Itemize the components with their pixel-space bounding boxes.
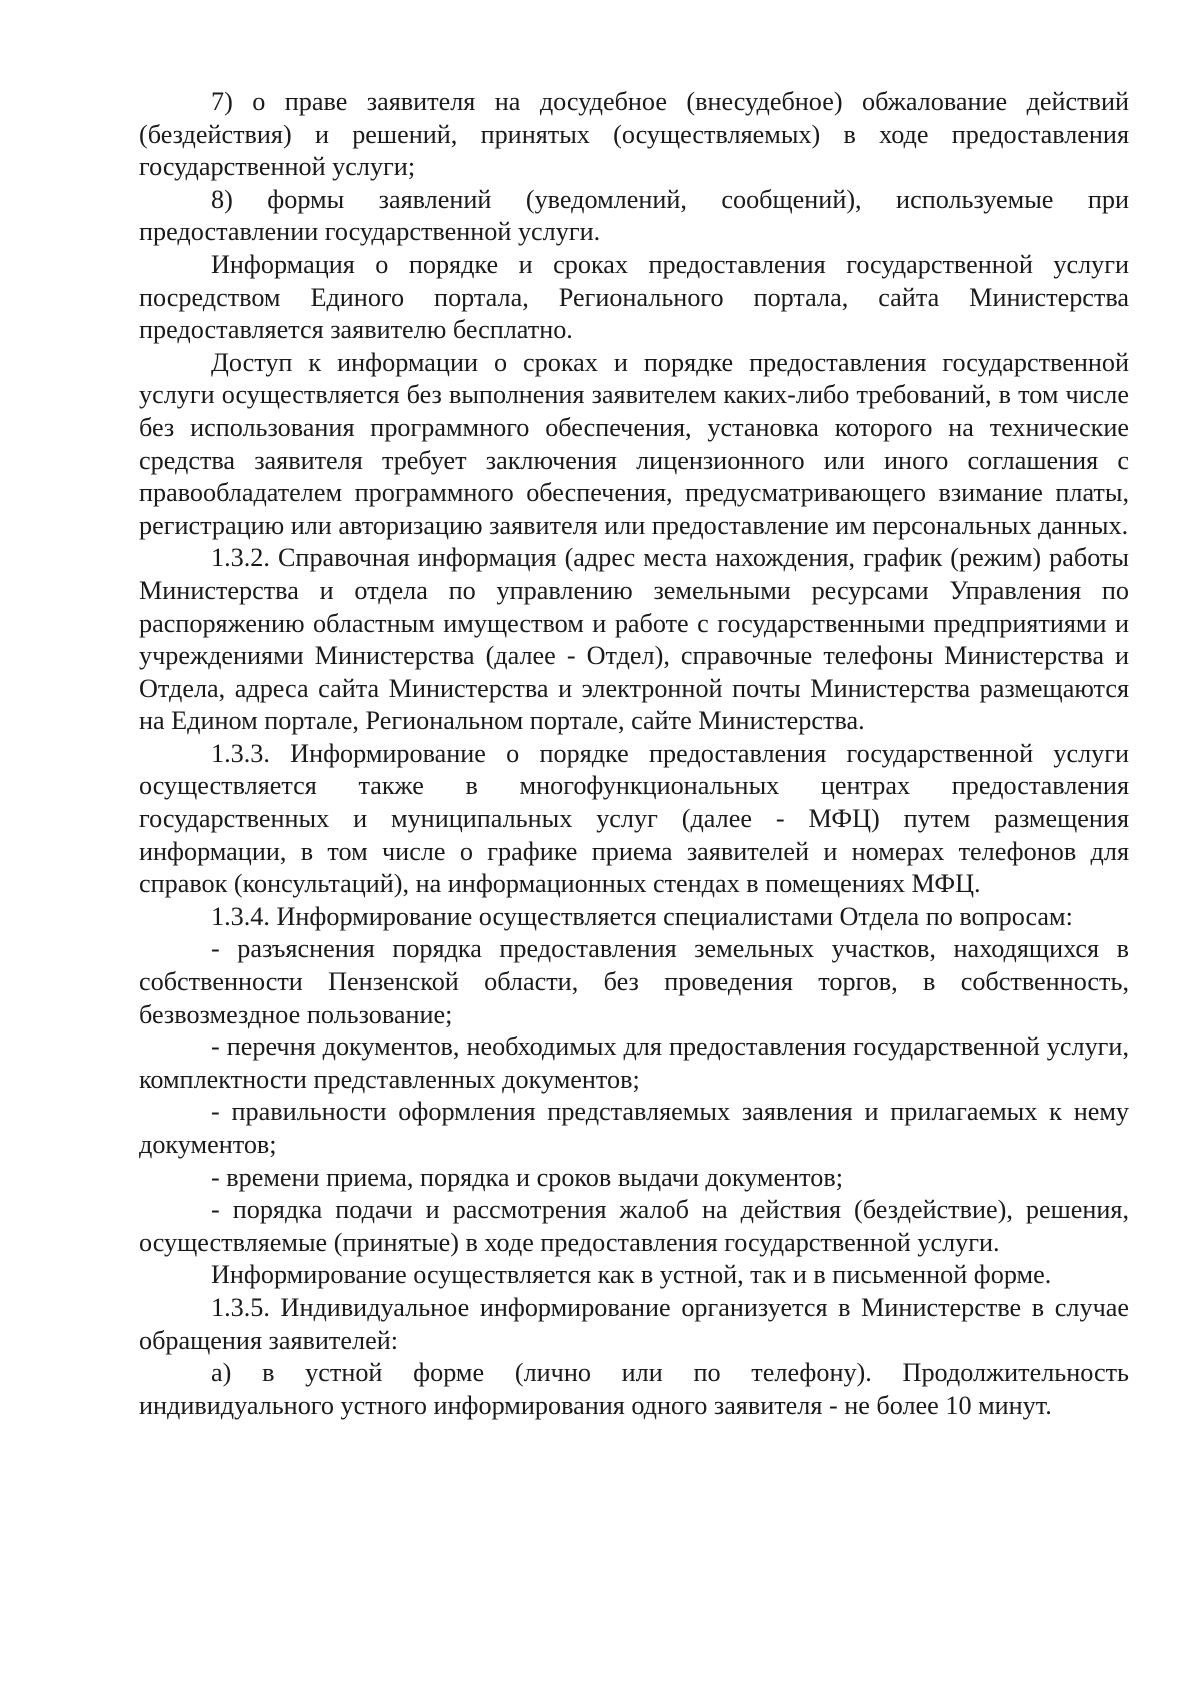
paragraph-1-3-3: 1.3.3. Информирование о порядке предоставления государственной услуги осуществляется также в многофункциональных центрах предоставления государственных и муниципальных услуг (далее - МФЦ) путем размещения информации, в том числе о графике приема заявителей и номерах телефонов для справок (консультаций), на информационных стендах в помещениях МФЦ.: [139, 738, 1129, 899]
list-item-reception-time: - времени приема, порядка и сроков выдачи документов;: [211, 1162, 843, 1192]
paragraph-1-3-5: 1.3.5. Индивидуальное информирование организуется в Министерстве в случае обращения заявителей:: [139, 1292, 1129, 1355]
list-item-correctness: - правильности оформления представляемых заявления и прилагаемых к нему документов;: [139, 1097, 1129, 1159]
paragraph-item-7: 7) о праве заявителя на досудебное (внесудебное) обжалование действий (бездействия) и решений, принятых (осуществляемых) в ходе предоставления государственной услуги;: [139, 87, 1129, 182]
document-body: [139, 86, 1129, 1422]
paragraph-item-8: 8) формы заявлений (уведомлений, сообщений), используемые при предоставлении государственной услуги.: [139, 184, 1129, 247]
paragraph-info-forms: Информирование осуществляется как в устной, так и в письменной форме.: [211, 1260, 1052, 1290]
list-item-explanation: - разъяснения порядка предоставления земельных участков, находящихся в собственности Пензенской области, без проведения торгов, в собственность, безвозмездное пользование;: [139, 934, 1129, 1029]
paragraph-info-free: Информация о порядке и сроках предоставления государственной услуги посредством Единого портала, Регионального портала, сайта Министерства предоставляется заявителю бесплатно.: [139, 249, 1129, 345]
paragraph-access-info: Доступ к информации о сроках и порядке предоставления государственной услуги осуществляется без выполнения заявителем каких-либо требований, в том числе без использования программного обеспечения, установка которого на технические средства заявителя требует заключения лицензионного или иного соглашения с правообладателем программного обеспечения, предусматривающего взимание платы, регистрацию или авторизацию заявителя или предоставление им персональных данных.: [139, 347, 1129, 540]
paragraph-oral-form: а) в устной форме (лично или по телефону). Продолжительность индивидуального устного информирования одного заявителя - не более 10 минут.: [139, 1358, 1129, 1420]
list-item-complaints: - порядка подачи и рассмотрения жалоб на действия (бездействие), решения, осуществляемые (принятые) в ходе предоставления государственной услуги.: [139, 1195, 1129, 1257]
list-item-documents: - перечня документов, необходимых для предоставления государственной услуги, комплектности представленных документов;: [139, 1032, 1129, 1094]
paragraph-1-3-2: 1.3.2. Справочная информация (адрес места нахождения, график (режим) работы Министерства и отдела по управлению земельными ресурсами Управления по распоряжению областным имуществом и работе с государственными предприятиями и учреждениями Министерства (далее - Отдел), справочные телефоны Министерства и Отдела, адреса сайта Министерства и электронной почты Министерства размещаются на Едином портале, Региональном портале, сайте Министерства.: [139, 543, 1129, 736]
paragraph-1-3-4: 1.3.4. Информирование осуществляется специалистами Отдела по вопросам:: [211, 901, 1073, 931]
